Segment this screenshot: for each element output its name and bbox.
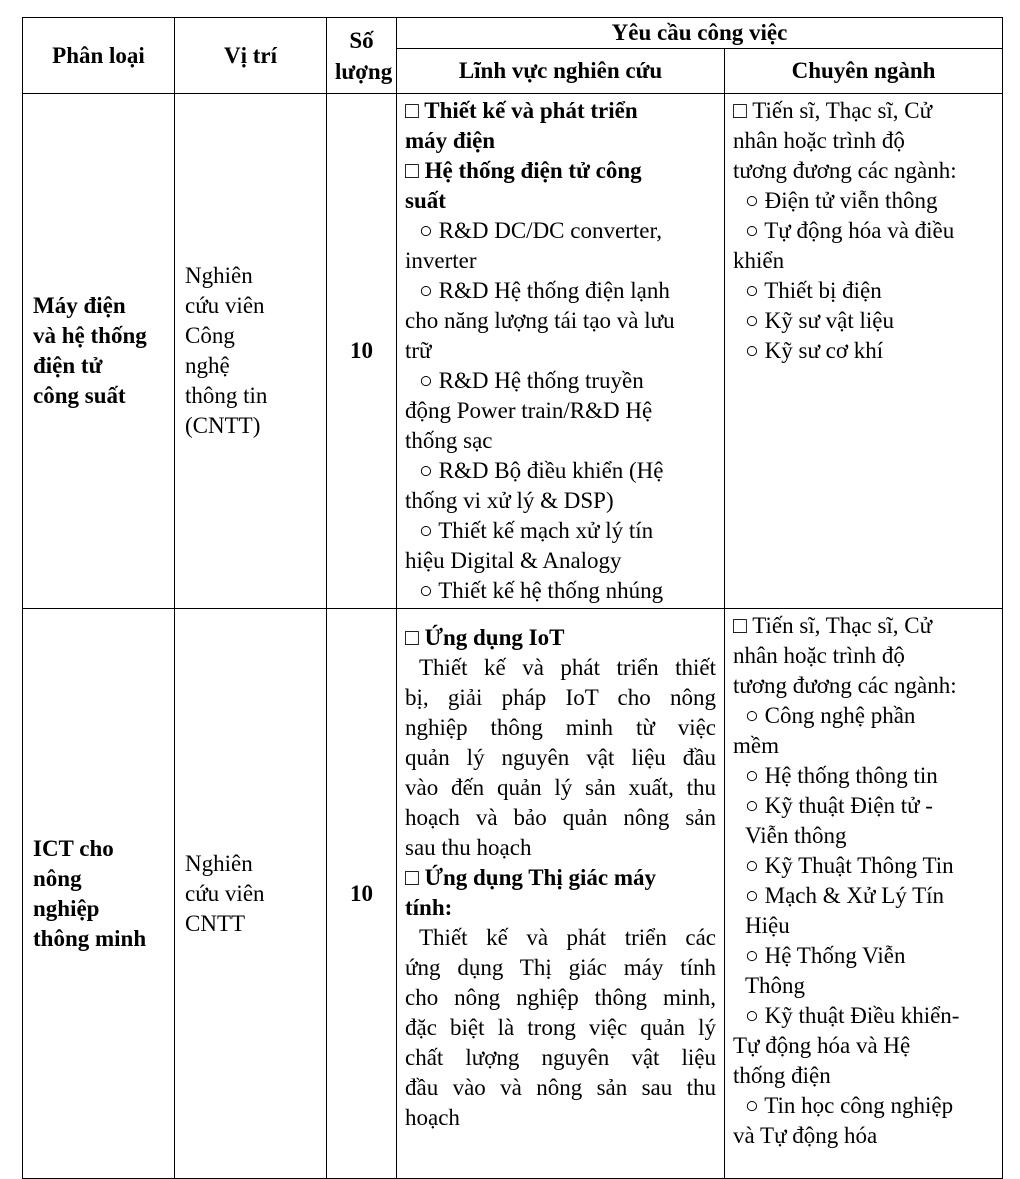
research-line: vào đến quản lý sản xuất, thu xyxy=(405,775,716,800)
header-category: Phân loại xyxy=(23,18,175,94)
position-line: nghệ xyxy=(185,353,230,378)
quantity-cell: 10 xyxy=(327,94,397,609)
category-line: và hệ thống xyxy=(33,323,147,348)
category-line: nghiệp xyxy=(33,895,100,921)
research-line: sau thu hoạch xyxy=(405,835,532,860)
category-cell xyxy=(23,609,175,1179)
research-heading: □ Hệ thống điện tử công xyxy=(405,158,642,183)
research-line: Thiết kế và phát triển các xyxy=(419,925,716,950)
major-line: ○ Kỹ thuật Điện tử - xyxy=(745,793,933,818)
header-quantity-line1: Số xyxy=(349,27,374,53)
research-line: cho nông nghiệp thông minh, xyxy=(405,985,716,1010)
position-line: cứu viên xyxy=(185,293,265,318)
category-line: thông minh xyxy=(33,925,147,951)
header-major: Chuyên ngành xyxy=(725,49,1003,94)
research-heading: □ Ứng dụng Thị giác máy xyxy=(405,865,656,890)
research-field-cell xyxy=(397,609,725,1179)
research-heading: suất xyxy=(405,188,446,213)
header-quantity xyxy=(327,18,397,94)
major-line: nhân hoặc trình độ xyxy=(733,128,905,153)
research-line: động Power train/R&D Hệ xyxy=(405,398,653,423)
research-line: ○ R&D Hệ thống truyền xyxy=(419,368,644,393)
research-line: ○ Thiết kế mạch xử lý tín xyxy=(419,518,654,543)
research-line: ○ R&D DC/DC converter, xyxy=(419,218,662,243)
research-line: ○ Thiết kế hệ thống nhúng xyxy=(419,578,664,603)
position-line: (CNTT) xyxy=(185,413,261,438)
research-line: hiệu Digital & Analogy xyxy=(405,548,622,573)
major-line: Tự động hóa và Hệ xyxy=(733,1033,911,1058)
research-line: thống sạc xyxy=(405,428,493,453)
position-line: Công xyxy=(185,323,235,348)
research-heading: tính: xyxy=(405,895,453,920)
research-line: trữ xyxy=(405,338,432,363)
major-line: khiển xyxy=(733,248,785,273)
category-line: điện tử xyxy=(33,353,103,378)
position-line: Nghiên xyxy=(185,263,253,288)
major-line: nhân hoặc trình độ xyxy=(733,643,905,668)
research-line: đặc biệt là trong việc quản lý xyxy=(405,1015,716,1040)
major-line: ○ Kỹ Thuật Thông Tin xyxy=(745,853,954,878)
category-line: nông xyxy=(33,865,82,891)
major-line: ○ Hệ thống thông tin xyxy=(745,763,938,788)
category-line: Máy điện xyxy=(33,293,126,318)
header-requirements: Yêu cầu công việc xyxy=(397,18,1003,49)
research-line: hoạch và bảo quản nông sản xyxy=(405,805,716,830)
research-line: cho năng lượng tái tạo và lưu xyxy=(405,308,675,333)
header-research-field: Lĩnh vực nghiên cứu xyxy=(397,49,725,94)
major-line: tương đương các ngành: xyxy=(733,158,957,183)
major-line: ○ Tin học công nghiệp xyxy=(745,1093,954,1118)
major-line: ○ Hệ Thống Viễn xyxy=(745,943,906,968)
header-row-top xyxy=(23,18,1003,49)
table-row xyxy=(23,609,1003,1179)
research-line: ứng dụng Thị giác máy tính xyxy=(405,955,716,980)
category-line: ICT cho xyxy=(33,835,114,861)
position-line: Nghiên xyxy=(185,850,253,876)
major-line: ○ Thiết bị điện xyxy=(745,278,882,303)
major-line: ○ Kỹ sư vật liệu xyxy=(745,308,895,333)
quantity-cell: 10 xyxy=(327,609,397,1179)
category-line: công suất xyxy=(33,383,126,408)
header-position: Vị trí xyxy=(175,18,327,94)
position-line: CNTT xyxy=(185,910,246,936)
major-line: ○ Điện tử viễn thông xyxy=(745,188,938,213)
research-heading: □ Thiết kế và phát triển xyxy=(405,98,638,123)
major-cell xyxy=(725,94,1003,609)
major-line: Thông xyxy=(745,973,806,998)
research-field-cell xyxy=(397,94,725,609)
research-line: bị, giải pháp IoT cho nông xyxy=(405,685,716,710)
research-line: thống vi xử lý & DSP) xyxy=(405,488,614,513)
research-line: quản lý nguyên vật liệu đầu xyxy=(405,745,716,770)
research-line: đầu vào và nông sản sau thu xyxy=(405,1075,716,1100)
research-line: ○ R&D Bộ điều khiển (Hệ xyxy=(419,458,664,483)
research-line: hoạch xyxy=(405,1105,460,1130)
major-line: mềm xyxy=(733,733,779,758)
category-cell xyxy=(23,94,175,609)
major-line: ○ Mạch & Xử Lý Tín xyxy=(745,883,945,908)
research-line: Thiết kế và phát triển thiết xyxy=(419,655,716,680)
job-requirements-table xyxy=(22,17,1003,1179)
major-line: Hiệu xyxy=(745,913,790,938)
major-line: ○ Kỹ sư cơ khí xyxy=(745,338,884,363)
position-line: thông tin xyxy=(185,383,268,408)
major-line: tương đương các ngành: xyxy=(733,673,957,698)
major-line: □ Tiến sĩ, Thạc sĩ, Cử xyxy=(733,98,933,123)
research-heading: máy điện xyxy=(405,128,496,153)
header-quantity-line2: lượng xyxy=(335,58,393,84)
major-line: và Tự động hóa xyxy=(733,1123,878,1148)
position-cell xyxy=(175,609,327,1179)
position-line: cứu viên xyxy=(185,880,265,906)
research-line: chất lượng nguyên vật liệu xyxy=(405,1045,716,1070)
major-line: ○ Công nghệ phần xyxy=(745,703,916,728)
research-line: nghiệp thông minh từ việc xyxy=(405,715,716,740)
major-line: ○ Tự động hóa và điều xyxy=(745,218,955,243)
research-line: inverter xyxy=(405,248,477,273)
table-row xyxy=(23,94,1003,609)
major-line: ○ Kỹ thuật Điều khiển- xyxy=(745,1003,960,1028)
research-line: ○ R&D Hệ thống điện lạnh xyxy=(419,278,670,303)
major-cell xyxy=(725,609,1003,1179)
position-cell xyxy=(175,94,327,609)
research-heading: □ Ứng dụng IoT xyxy=(405,625,565,650)
major-line: thống điện xyxy=(733,1063,831,1088)
major-line: Viễn thông xyxy=(745,823,847,848)
major-line: □ Tiến sĩ, Thạc sĩ, Cử xyxy=(733,613,933,638)
